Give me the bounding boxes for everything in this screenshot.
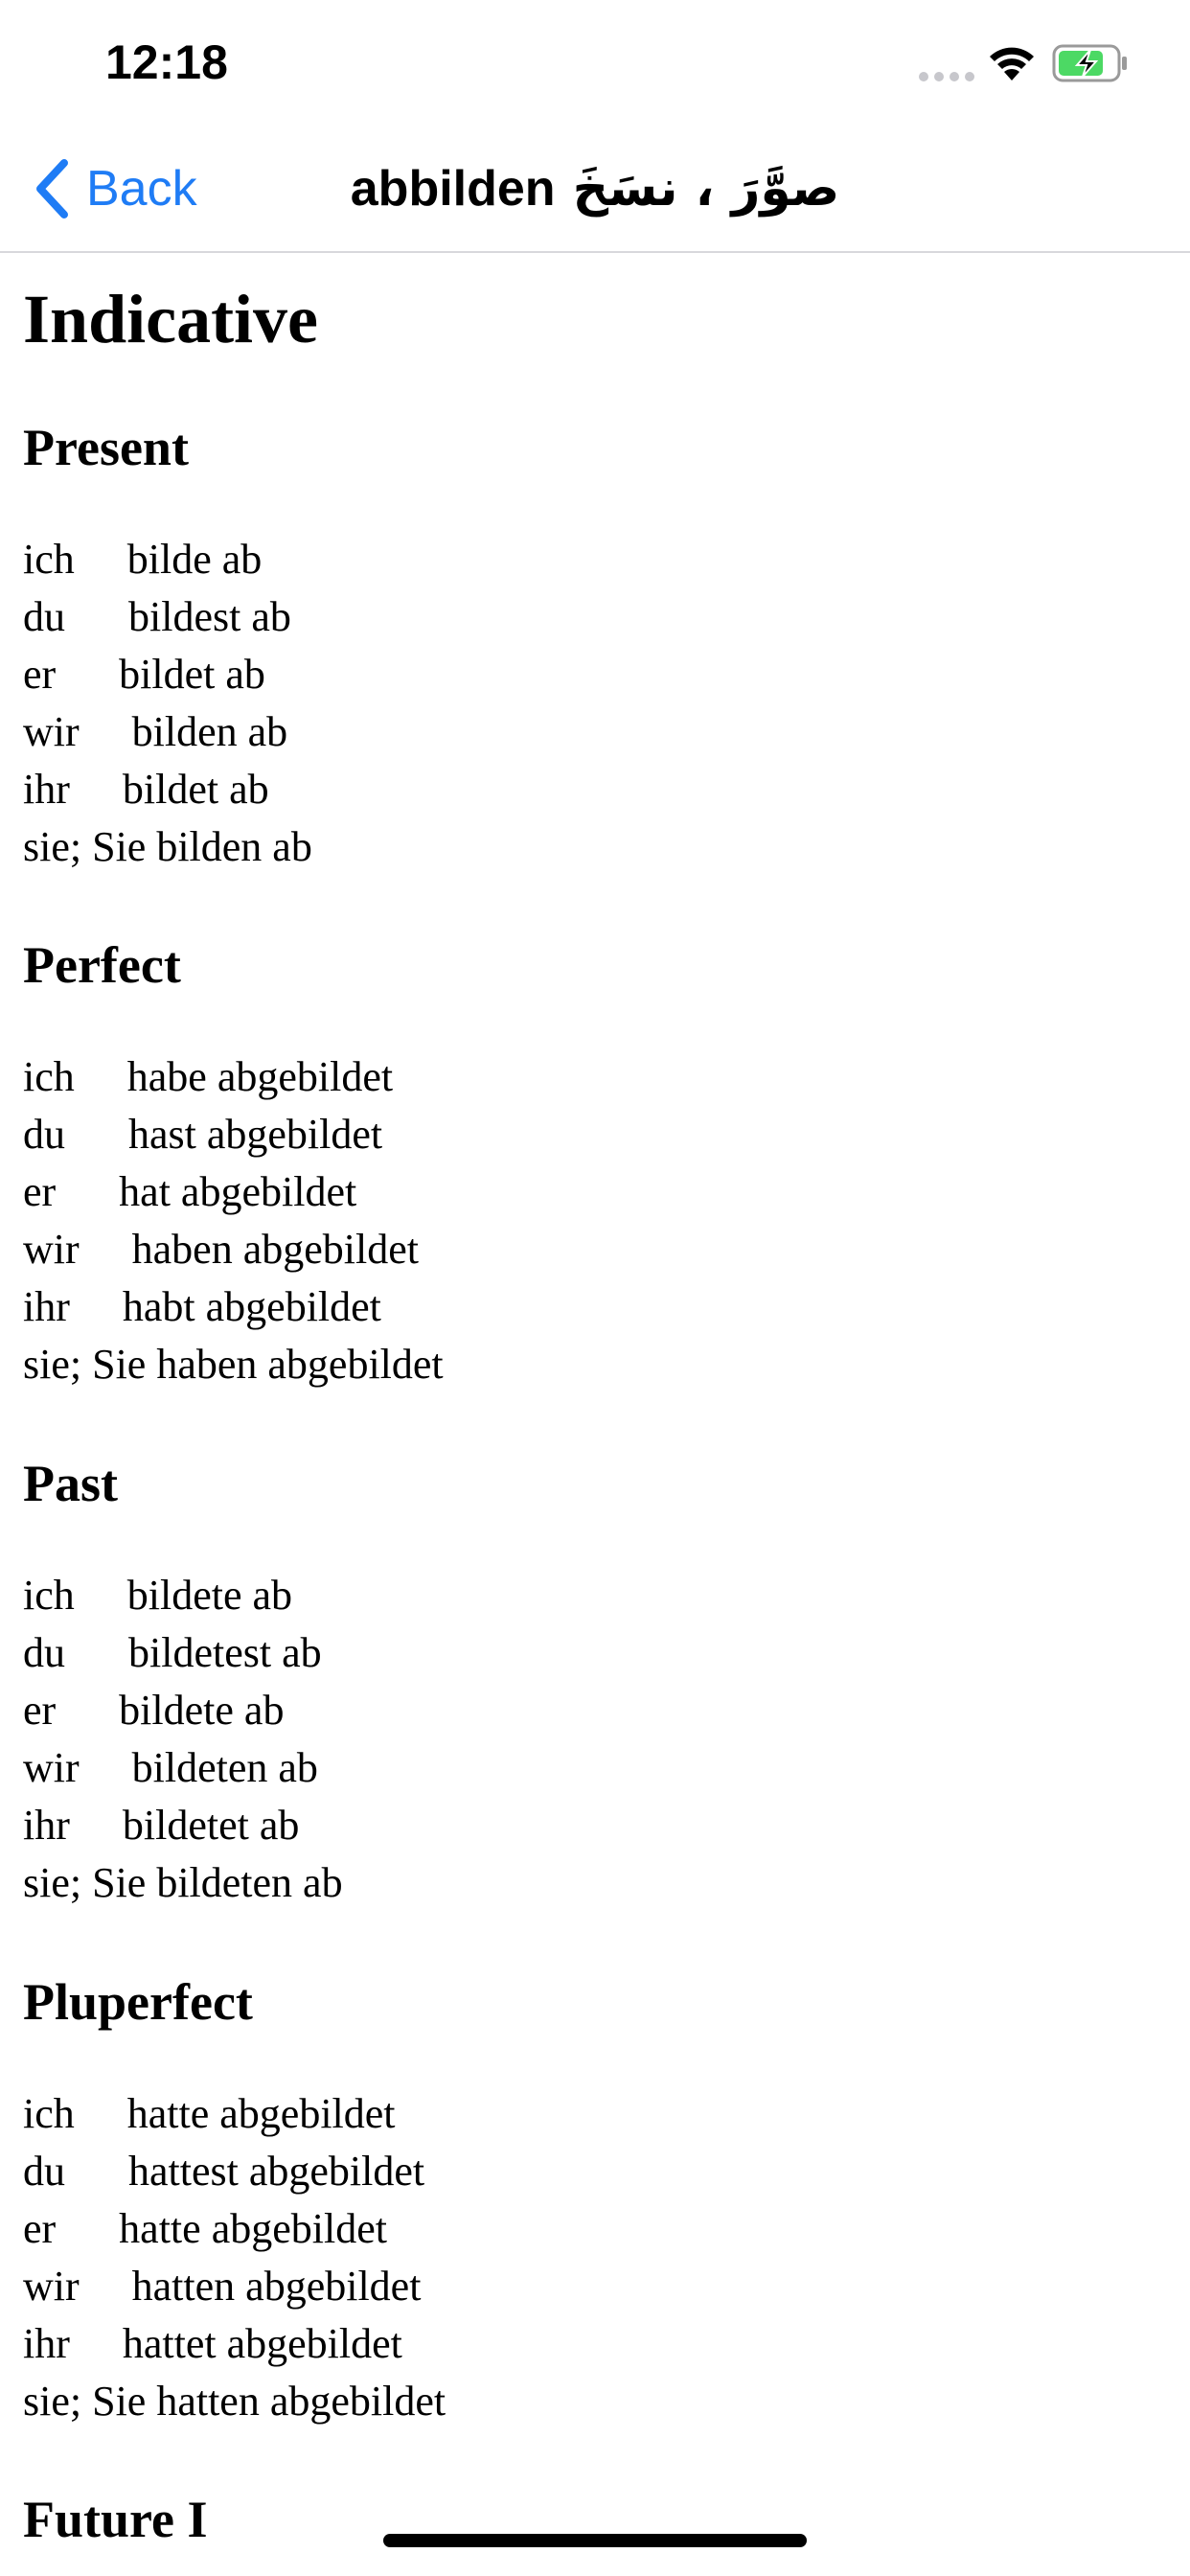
home-indicator[interactable] <box>383 2534 807 2547</box>
page-title <box>287 155 903 222</box>
conjugation-row: sie; Sie haben abgebildet <box>23 1341 444 1388</box>
conjugation-row: wir bildeten ab <box>23 1744 318 1791</box>
tense-heading: Present <box>23 419 189 476</box>
conjugation-row: ich bilde ab <box>23 536 263 583</box>
conjugation-row: ihr habt abgebildet <box>23 1283 381 1330</box>
conjugation-row: du bildetest ab <box>23 1629 322 1676</box>
back-button[interactable] <box>33 155 197 222</box>
conjugation-row: er hatte abgebildet <box>23 2205 387 2252</box>
tense-section-past <box>23 1450 1173 1912</box>
conjugation-row: er bildete ab <box>23 1687 285 1734</box>
status-time: 12:18 <box>105 35 228 89</box>
tense-heading: Pluperfect <box>23 1973 253 2031</box>
conjugation-row: wir haben abgebildet <box>23 1226 419 1273</box>
tense-section-present <box>23 414 1173 876</box>
conjugation-row: du bildest ab <box>23 593 291 640</box>
conjugation-row: du hattest abgebildet <box>23 2148 425 2195</box>
navigation-bar <box>0 126 1190 253</box>
cellular-signal-icon <box>918 71 975 82</box>
conjugation-row: ich hatte abgebildet <box>23 2090 396 2137</box>
tense-heading: Future I <box>23 2491 208 2548</box>
mood-heading: Indicative <box>23 281 319 357</box>
conjugation-row: ihr hattet abgebildet <box>23 2320 402 2367</box>
conjugation-list <box>23 1567 1173 1912</box>
conjugation-row: ich habe abgebildet <box>23 1053 394 1100</box>
conjugation-row: sie; Sie bilden ab <box>23 823 312 870</box>
conjugation-row: sie; Sie hatten abgebildet <box>23 2378 446 2425</box>
wifi-icon <box>985 42 1039 82</box>
chevron-left-icon <box>33 157 71 220</box>
conjugation-list <box>23 1048 1173 1393</box>
conjugation-row: ich bildete ab <box>23 1572 293 1619</box>
conjugation-list <box>23 531 1173 876</box>
conjugation-list <box>23 2085 1173 2430</box>
conjugation-row: wir hatten abgebildet <box>23 2263 422 2310</box>
conjugation-row: wir bilden ab <box>23 708 288 755</box>
tense-heading: Perfect <box>23 936 181 994</box>
tense-section-perfect <box>23 932 1173 1393</box>
conjugation-row: er hat abgebildet <box>23 1168 357 1215</box>
page-title-german: abbilden <box>350 161 556 217</box>
conjugation-row: sie; Sie bildeten ab <box>23 1859 343 1906</box>
conjugation-row: ihr bildet ab <box>23 766 269 813</box>
conjugation-row: ihr bildetet ab <box>23 1802 300 1849</box>
status-bar <box>0 0 1190 126</box>
battery-charging-icon <box>1052 44 1129 82</box>
page-title-arabic: صوَّرَ ، نسَخَ <box>572 160 840 218</box>
conjugation-row: du hast abgebildet <box>23 1111 383 1158</box>
tense-heading: Past <box>23 1455 118 1512</box>
tense-section-pluperfect <box>23 1968 1173 2430</box>
conjugation-row: er bildet ab <box>23 651 265 698</box>
back-label: Back <box>86 161 197 217</box>
